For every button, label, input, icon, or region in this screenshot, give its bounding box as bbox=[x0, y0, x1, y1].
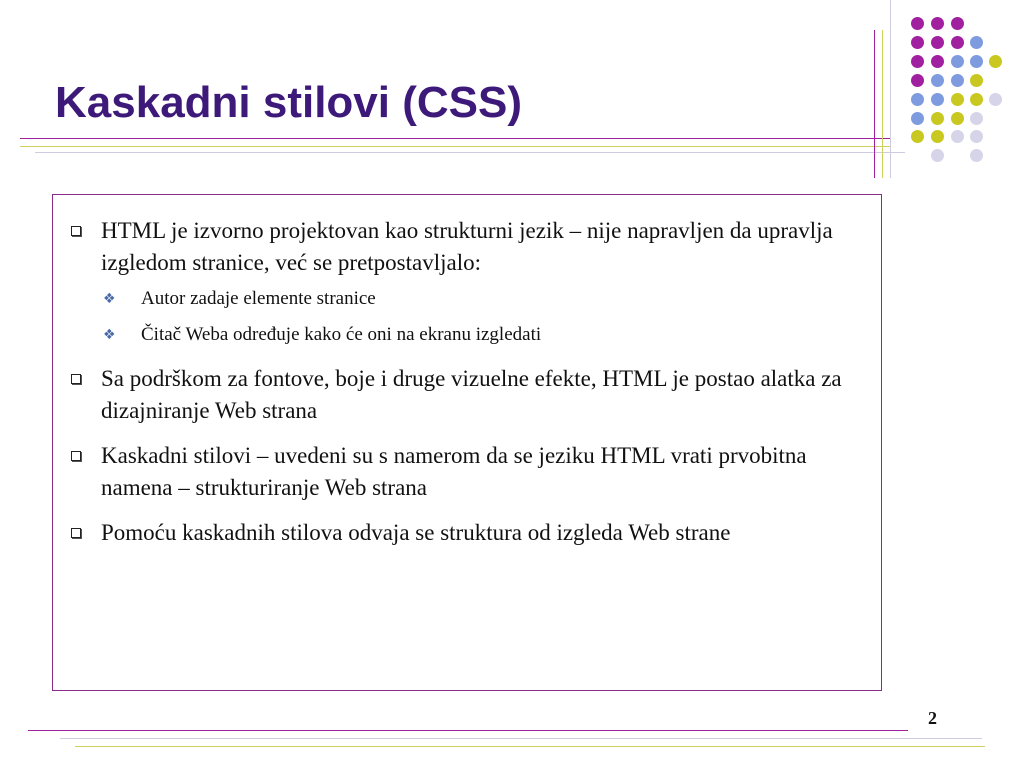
list-item bbox=[67, 215, 873, 350]
diamond-bullet-icon: ❖ bbox=[103, 291, 116, 307]
decor-dot bbox=[911, 93, 924, 106]
bullet-text: Pomoću kaskadnih stilova odvaja se struktura od izgleda Web strane bbox=[101, 520, 731, 545]
decor-dot bbox=[911, 36, 924, 49]
square-bullet-icon bbox=[71, 374, 81, 384]
bullet-text: Kaskadni stilovi – uvedeni su s namerom da se jeziku HTML vrati prvobitna namena – strukturiranje Web strana bbox=[101, 443, 807, 500]
decor-dot bbox=[989, 55, 1002, 68]
slide-title: Kaskadni stilovi (CSS) bbox=[55, 78, 523, 127]
decor-dot bbox=[931, 149, 944, 162]
content-box bbox=[52, 194, 882, 691]
decor-dot bbox=[911, 17, 924, 30]
header-rule-yellow bbox=[20, 146, 890, 147]
sub-list-item bbox=[101, 284, 873, 314]
decor-dot bbox=[970, 112, 983, 125]
decor-dot bbox=[911, 130, 924, 143]
decor-dot bbox=[931, 112, 944, 125]
decor-dot bbox=[970, 149, 983, 162]
decor-dot bbox=[970, 130, 983, 143]
decor-dot bbox=[931, 130, 944, 143]
bullet-text: HTML je izvorno projektovan kao strukturni jezik – nije napravljen da upravlja izgledom stranice, već se pretpostavljalo: bbox=[101, 218, 833, 275]
corner-rule-3 bbox=[890, 0, 891, 178]
page-number: 2 bbox=[928, 708, 937, 728]
square-bullet-icon bbox=[71, 226, 81, 236]
sub-list-item bbox=[101, 320, 873, 350]
corner-rule-1 bbox=[874, 30, 875, 178]
decor-dot bbox=[970, 74, 983, 87]
decor-dot bbox=[931, 36, 944, 49]
bullet-list bbox=[67, 215, 873, 562]
footer-rule-lavender bbox=[60, 738, 982, 739]
decor-dot bbox=[989, 93, 1002, 106]
decor-dot bbox=[970, 93, 983, 106]
square-bullet-icon bbox=[71, 528, 81, 538]
decor-dot bbox=[931, 74, 944, 87]
sub-bullet-text: Autor zadaje elemente stranice bbox=[141, 288, 376, 309]
decor-dot bbox=[951, 93, 964, 106]
footer-rule-purple bbox=[28, 730, 908, 731]
corner-rule-2 bbox=[882, 30, 883, 178]
header-rule-purple bbox=[20, 138, 890, 139]
sub-bullet-list bbox=[101, 284, 873, 350]
list-item bbox=[67, 517, 873, 549]
decor-dot bbox=[911, 74, 924, 87]
decor-dot bbox=[951, 17, 964, 30]
sub-bullet-text: Čitač Weba određuje kako će oni na ekranu izgledati bbox=[141, 324, 542, 345]
decor-dot bbox=[970, 36, 983, 49]
decor-dot bbox=[931, 93, 944, 106]
decor-dot bbox=[951, 130, 964, 143]
decor-dot bbox=[951, 36, 964, 49]
decor-dot bbox=[931, 55, 944, 68]
decor-dot bbox=[911, 112, 924, 125]
list-item bbox=[67, 363, 873, 427]
decor-dot bbox=[951, 74, 964, 87]
list-item bbox=[67, 440, 873, 504]
diamond-bullet-icon: ❖ bbox=[103, 327, 116, 343]
bullet-text: Sa podrškom za fontove, boje i druge vizuelne efekte, HTML je postao alatka za dizajniranje Web strana bbox=[101, 366, 842, 423]
header-rule-lavender bbox=[35, 152, 905, 153]
decor-dot bbox=[931, 17, 944, 30]
decor-dot bbox=[951, 112, 964, 125]
decor-dot bbox=[911, 55, 924, 68]
decor-dot bbox=[951, 55, 964, 68]
footer-rule-yellow bbox=[75, 746, 985, 747]
square-bullet-icon bbox=[71, 451, 81, 461]
decor-dot bbox=[970, 55, 983, 68]
